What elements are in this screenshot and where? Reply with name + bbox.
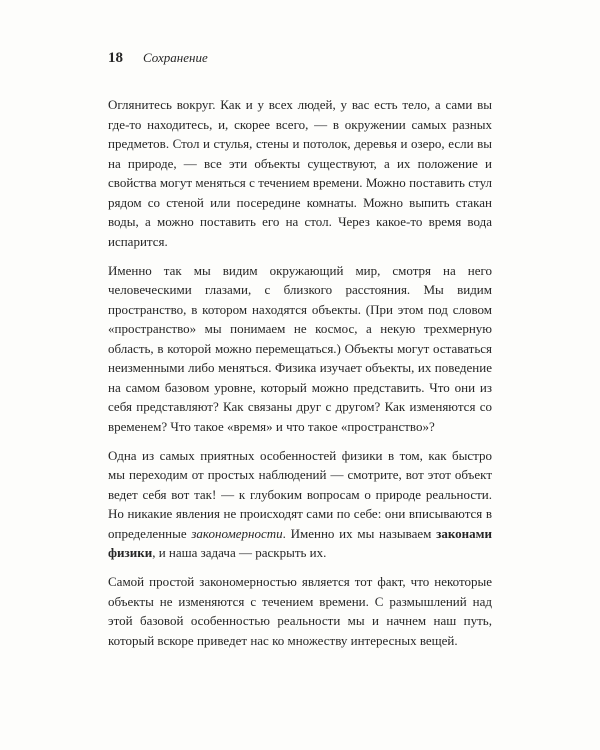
bold-laws-of-physics: законами физики xyxy=(108,525,493,560)
body-text xyxy=(108,95,492,660)
paragraph-1: Оглянитесь вокруг. Как и у всех людей, у вас есть тело, а сами вы где-то находитесь, и, скорее всего, — в окружении самых разных предметов. Стол и стулья, стены и потолок, деревья и озеро, если вы на природе, — все эти объекты существуют, а их положение и свойства могут меняться с течением времени. Можно поставить стул рядом со стеной или посередине комнаты. Можно выпить стакан воды, а можно поставить его на стол. Через какое-то время вода испарится. xyxy=(108,97,492,249)
page-number: 18 xyxy=(108,50,123,66)
paragraph-3-text-middle: . Именно их мы называем xyxy=(282,525,437,541)
paragraph-2: Именно так мы видим окружающий мир, смотря на него человеческими глазами, с близкого расстояния. Мы видим пространство, в котором находятся объекты. (При этом под словом «пространство» мы понимаем не космос, а некую трехмерную область, в которой можно перемещаться.) Объекты могут оставаться неизменными либо меняться. Физика изучает объекты, их поведение на самом базовом уровне, который можно представить. Что они из себя представляют? Как связаны друг с другом? Как изменяются со временем? Что такое «время» и что такое «пространство»? xyxy=(108,262,492,434)
paragraph-3 xyxy=(108,446,492,563)
paragraph-4: Самой простой закономерностью является тот факт, что некоторые объекты не изменяются с течением времени. С размышлений над этой базовой особенностью реальности мы и начнем наш путь, который вскоре приведет нас ко множеству интересных вещей. xyxy=(108,574,492,648)
running-header xyxy=(108,50,208,70)
paragraph-3-text-before: Одна из самых приятных особенностей физики в том, как быстро мы переходим от простых наблюдений — смотрите, вот этот объект ведет себя вот так! — к глубоким вопросам о природе реальности. Но никакие явления не происходят сами по себе: они вписываются в определенные xyxy=(108,447,492,541)
emphasis-patterns: закономерности xyxy=(191,525,283,541)
section-title: Сохранение xyxy=(143,50,208,65)
paragraph-3-text-after: , и наша задача — раскрыть их. xyxy=(152,545,327,560)
